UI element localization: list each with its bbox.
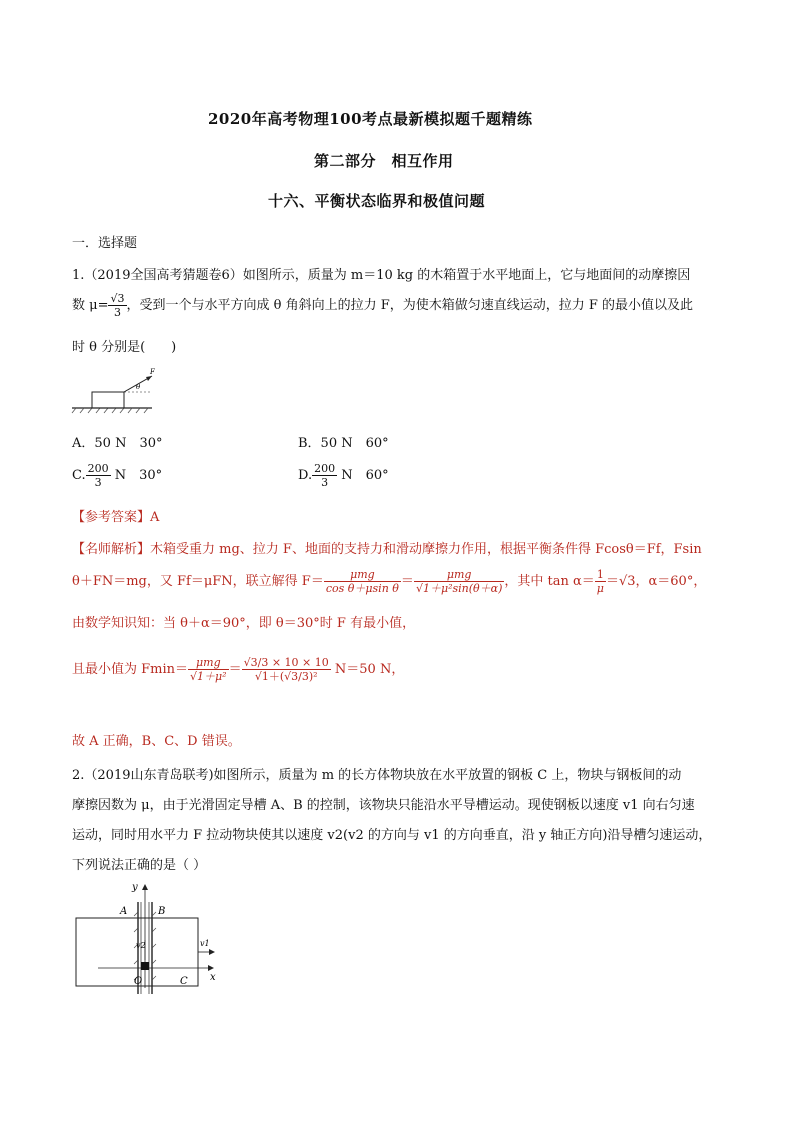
formula-4-den: √1＋μ² — [190, 670, 227, 683]
q2-line2: 摩擦因数为 μ，由于光滑固定导槽 A、B 的控制，该物块只能沿水平导槽运动。现使钢板以速度 v1 向右匀速 — [72, 798, 695, 813]
formula-1 — [324, 568, 401, 595]
fig2-v1-label: v1 — [200, 939, 210, 948]
option-d-den: 3 — [321, 476, 329, 489]
q1-line1: 1.（2019全国高考猜题卷6）如图所示，质量为 m＝10 kg 的木箱置于水平地面上，它与地面间的动摩擦因 — [72, 268, 691, 283]
option-d-num: 200 — [314, 462, 336, 475]
q1-line3: 时 θ 分别是( ) — [72, 340, 177, 355]
analysis-line3: 由数学知识知：当 θ＋α＝90°，即 θ＝30°时 F 有最小值， — [72, 616, 416, 631]
doc-title: 2020年高考物理100考点最新模拟题千题精练 — [208, 110, 533, 128]
mu-den: 3 — [113, 306, 121, 319]
q2-line4: 下列说法正确的是（ ） — [72, 858, 207, 873]
analysis-line2: θ＋FN＝mg，又 Ff＝μFN，联立解得 F＝ $\frac{\text{μmg}}{\text{cos θ＋μsin θ}}$ ＝ $\frac{\text{μmg}}{\text{√1＋μ²sin(θ＋α)}}$ ，其中 tan α＝ $\frac{1}{\mu}$ ＝√3，α＝60°， — [72, 568, 707, 595]
option-d-fraction — [312, 462, 337, 489]
option-a[interactable]: A．50 N 30° — [72, 436, 163, 451]
fig2-x-label: x — [210, 972, 216, 983]
analysis-l1-text: 木箱受重力 mg、拉力 F、地面的支持力和滑动摩擦力作用，根据平衡条件得 Fcosθ＝Ff，Fsin — [150, 542, 702, 557]
q1-line2-b: ，受到一个与水平方向成 θ 角斜向上的拉力 F，为使木箱做匀速直线运动，拉力 F 的最小值以及此 — [126, 298, 694, 313]
formula-5-num: √3/3 × 10 × 10 — [243, 656, 329, 669]
q2-line3: 运动，同时用水平力 F 拉动物块使其以速度 v2(v2 的方向与 v1 的方向垂直，沿 y 轴正方向)沿导槽匀速运动， — [72, 828, 712, 843]
option-c-num: 200 — [87, 462, 109, 475]
option-d-rest: N 60° — [341, 468, 389, 483]
analysis-l4-b: N＝50 N， — [334, 662, 405, 677]
formula-5-den: √1＋(√3/3)² — [254, 670, 318, 683]
option-d[interactable] — [298, 462, 389, 489]
fig2-O-label: O — [134, 976, 143, 987]
option-c[interactable] — [72, 462, 162, 489]
formula-4 — [188, 656, 229, 683]
analysis-l2-b: ，其中 tan α＝ — [504, 574, 595, 589]
analysis-line1 — [72, 538, 702, 557]
formula-4-num: μmg — [188, 656, 229, 670]
fig-theta-label: θ — [136, 383, 141, 391]
mu-num: √3 — [110, 292, 125, 305]
analysis-l4-a: 且最小值为 Fmin＝ — [72, 662, 189, 677]
fig-F-label: F — [150, 368, 155, 376]
option-c-prefix: C. — [72, 468, 86, 483]
section-heading: 一．选择题 — [72, 236, 138, 251]
answer-label: 【参考答案】A — [72, 510, 160, 525]
formula-3-den: μ — [596, 582, 604, 595]
formula-2 — [414, 568, 504, 595]
analysis-l2-c: ＝√3，α＝60°， — [605, 574, 707, 589]
formula-1-num: μmg — [324, 568, 401, 582]
q1-line2-a: 数 μ= — [72, 298, 109, 313]
option-c-fraction — [86, 462, 111, 489]
option-c-den: 3 — [94, 476, 102, 489]
option-c-rest: N 30° — [114, 468, 163, 483]
analysis-l2-a: θ＋FN＝mg，又 Ff＝μFN，联立解得 F＝ — [72, 574, 324, 589]
formula-2-den: √1＋μ²sin(θ＋α) — [415, 582, 503, 595]
analysis-head: 【名师解析】 — [72, 542, 151, 557]
fig2-C-label: C — [180, 976, 188, 987]
option-b[interactable]: B．50 N 60° — [298, 436, 389, 451]
formula-2-num: μmg — [414, 568, 504, 582]
formula-5 — [242, 656, 331, 683]
topic-title: 十六、平衡状态临界和极值问题 — [268, 192, 486, 210]
analysis-line4: 且最小值为 Fmin＝ $\frac{\text{μmg}}{\text{√1＋μ²}}$ ＝ $\frac{√3/3 \times 10 \times 10}{\text{√1＋(√3/3)²}}$ N＝50 N， — [72, 656, 405, 683]
fig2-B-label: B — [158, 906, 166, 917]
fig2-v2-label: v2 — [136, 941, 146, 950]
mu-fraction — [108, 292, 126, 319]
option-d-prefix: D. — [298, 468, 313, 483]
formula-3-num: 1 — [595, 568, 606, 582]
formula-1-den: cos θ＋μsin θ — [325, 582, 399, 595]
q1-line2 — [72, 292, 693, 319]
conclusion: 故 A 正确，B、C、D 错误。 — [72, 734, 241, 749]
q2-figure — [70, 882, 230, 1008]
q1-figure — [70, 368, 170, 418]
fig2-y-label: y — [132, 882, 138, 893]
fig2-A-label: A — [120, 906, 128, 917]
q2-line1: 2.（2019山东青岛联考)如图所示，质量为 m 的长方体物块放在水平放置的钢板 C 上，物块与钢板间的动 — [72, 768, 682, 783]
formula-3 — [595, 568, 606, 595]
part-title: 第二部分 相互作用 — [314, 152, 454, 170]
